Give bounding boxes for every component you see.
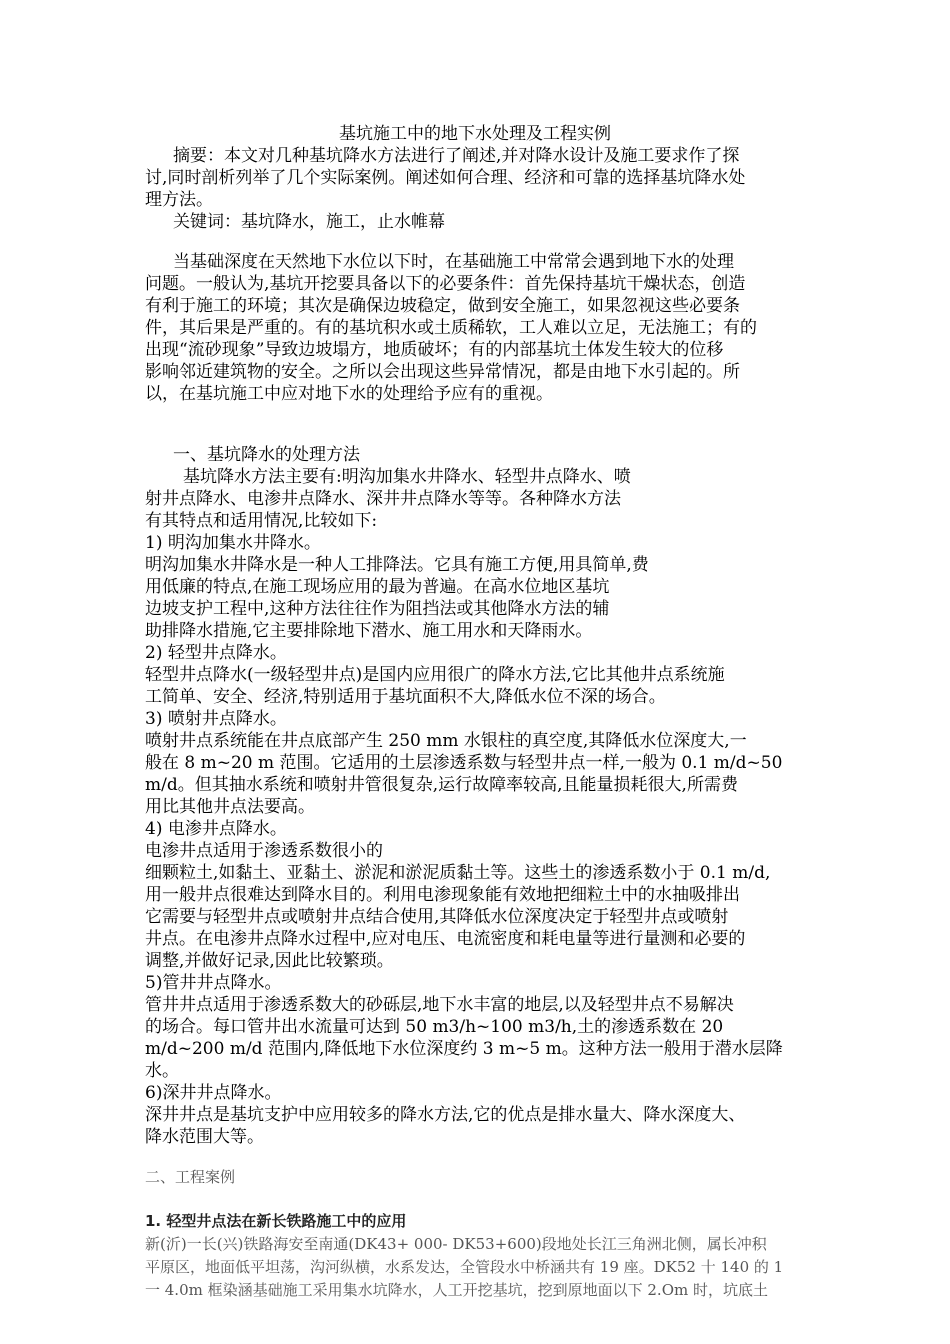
intro-line: 问题。一般认为,基坑开挖要具备以下的必要条件：首先保持基坑干燥状态，创造 bbox=[145, 274, 746, 294]
section1-line: 有其特点和适用情况,比较如下: bbox=[145, 511, 378, 531]
section1-line: 调整,并做好记录,因此比较繁琐。 bbox=[145, 951, 394, 971]
section1-line: 基坑降水方法主要有:明沟加集水井降水、轻型井点降水、喷 bbox=[183, 467, 631, 487]
section1-line: 6)深井井点降水。 bbox=[145, 1083, 282, 1103]
section1-line: 细颗粒土,如黏土、亚黏土、淤泥和淤泥质黏土等。这些土的渗透系数小于 0.1 m/d, bbox=[145, 863, 771, 883]
document-title: 基坑施工中的地下水处理及工程实例 bbox=[339, 124, 611, 144]
intro-line: 出现“流砂现象”导致边坡塌方，地质破坏；有的内部基坑土体发生较大的位移 bbox=[145, 340, 724, 360]
section1-line: 助排降水措施,它主要排除地下潜水、施工用水和天降雨水。 bbox=[145, 621, 593, 641]
section1-line: 的场合。每口管井出水流量可达到 50 m3/h~100 m3/h,土的渗透系数在 20 bbox=[145, 1017, 724, 1037]
section2-heading: 二、工程案例 bbox=[145, 1168, 236, 1186]
section1-line: 水。 bbox=[145, 1061, 179, 1081]
section1-line: 电渗井点适用于渗透系数很小的 bbox=[145, 841, 383, 861]
intro-line: 件，其后果是严重的。有的基坑积水或土质稀软，工人难以立足，无法施工；有的 bbox=[145, 318, 757, 338]
section1-line: 射井点降水、电渗井点降水、深井井点降水等等。各种降水方法 bbox=[145, 489, 621, 509]
section1-heading: 一、基坑降水的处理方法 bbox=[173, 445, 360, 465]
intro-line: 以，在基坑施工中应对地下水的处理给予应有的重视。 bbox=[145, 384, 553, 404]
section1-line: 2) 轻型井点降水。 bbox=[145, 643, 287, 663]
case1-line: 平原区，地面低平坦荡，沟河纵横，水系发达，全管段水中桥涵共有 19 座。DK52 十 140 的 1 bbox=[145, 1258, 784, 1276]
case1-heading: 1. 轻型井点法在新长铁路施工中的应用 bbox=[145, 1212, 407, 1230]
case1-line: 一 4.0m 框染涵基础施工采用集水坑降水，人工开挖基坑，挖到原地面以下 2.Om 时，坑底土 bbox=[145, 1281, 768, 1299]
section1-line: 深井井点是基坑支护中应用较多的降水方法,它的优点是排水量大、降水深度大、 bbox=[145, 1105, 746, 1125]
abstract-line: 理方法。 bbox=[145, 190, 213, 210]
intro-line: 有利于施工的环境；其次是确保边坡稳定，做到安全施工，如果忽视这些必要条 bbox=[145, 296, 740, 316]
section1-line: 它需要与轻型井点或喷射井点结合使用,其降低水位深度决定于轻型井点或喷射 bbox=[145, 907, 729, 927]
section1-line: 般在 8 m~20 m 范围。它适用的土层渗透系数与轻型井点一样,一般为 0.1 m/d~50 bbox=[145, 753, 783, 773]
section1-line: 降水范围大等。 bbox=[145, 1127, 264, 1147]
intro-line: 影响邻近建筑物的安全。之所以会出现这些异常情况，都是由地下水引起的。所 bbox=[145, 362, 740, 382]
abstract-line: 讨,同时剖析列举了几个实际案例。阐述如何合理、经济和可靠的选择基坑降水处 bbox=[145, 168, 746, 188]
section1-line: 管井井点适用于渗透系数大的砂砾层,地下水丰富的地层,以及轻型井点不易解决 bbox=[145, 995, 734, 1015]
section1-line: 喷射井点系统能在井点底部产生 250 mm 水银柱的真空度,其降低水位深度大,一 bbox=[145, 731, 747, 751]
section1-line: 3) 喷射井点降水。 bbox=[145, 709, 287, 729]
case1-line: 新(沂)一长(兴)铁路海安至南通(DK43+ 000- DK53+600)段地处长江三角洲北侧，属长冲积 bbox=[145, 1235, 767, 1253]
section1-line: 明沟加集水井降水是一种人工排降法。它具有施工方便,用具简单,费 bbox=[145, 555, 649, 575]
section1-line: m/d。但其抽水系统和喷射井管很复杂,运行故障率较高,且能量损耗很大,所需费 bbox=[145, 775, 738, 795]
keywords-line: 关键词：基坑降水，施工，止水帷幕 bbox=[173, 212, 445, 232]
section1-line: 用一般井点很难达到降水目的。利用电渗现象能有效地把细粒土中的水抽吸排出 bbox=[145, 885, 740, 905]
section1-line: 用比其他井点法要高。 bbox=[145, 797, 315, 817]
abstract-line: 摘要：本文对几种基坑降水方法进行了阐述,并对降水设计及施工要求作了探 bbox=[173, 146, 740, 166]
section1-line: 1) 明沟加集水井降水。 bbox=[145, 533, 321, 553]
section1-line: 井点。在电渗井点降水过程中,应对电压、电流密度和耗电量等进行量测和必要的 bbox=[145, 929, 746, 949]
section1-line: 工简单、安全、经济,特别适用于基坑面积不大,降低水位不深的场合。 bbox=[145, 687, 666, 707]
section1-line: 边坡支护工程中,这种方法往往作为阻挡法或其他降水方法的辅 bbox=[145, 599, 610, 619]
section1-line: 5)管井井点降水。 bbox=[145, 973, 282, 993]
section1-line: m/d~200 m/d 范围内,降低地下水位深度约 3 m~5 m。这种方法一般用于潜水层降 bbox=[145, 1039, 783, 1059]
intro-line: 当基础深度在天然地下水位以下时，在基础施工中常常会遇到地下水的处理 bbox=[173, 252, 734, 272]
section1-line: 4) 电渗井点降水。 bbox=[145, 819, 287, 839]
section1-line: 轻型井点降水(一级轻型井点)是国内应用很广的降水方法,它比其他井点系统施 bbox=[145, 665, 725, 685]
section1-line: 用低廉的特点,在施工现场应用的最为普遍。在高水位地区基坑 bbox=[145, 577, 610, 597]
